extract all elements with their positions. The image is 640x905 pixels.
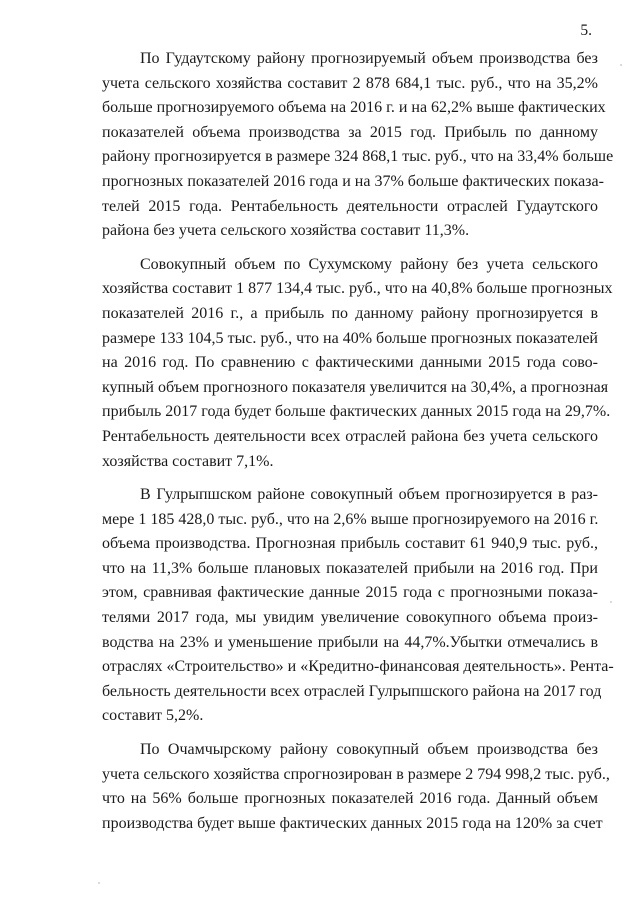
paragraph-ochamchira <box>102 741 610 839</box>
text-line: больше прогнозируемого объема на 2016 г. и на 62,2% выше фактических <box>102 99 606 117</box>
text-line: что на 11,3% больше плановых показателей прибыли на 2016 год. При <box>102 559 598 577</box>
text-line: этом, сравнивая фактические данные 2015 года с прогнозными показа- <box>102 584 598 602</box>
text-line: объема производства. Прогнозная прибыль составит 61 940,9 тыс. руб., <box>102 535 598 553</box>
text-line: мере 1 185 428,0 тыс. руб., что на 2,6% выше прогнозируемого на 2016 г. <box>102 510 599 528</box>
paragraph-sukhum <box>102 255 613 477</box>
text-line: телями 2017 года, мы увидим увеличение совокупного объема произ- <box>102 609 598 627</box>
document-body <box>102 50 614 839</box>
text-line: хозяйства составит 7,1%. <box>102 452 274 470</box>
paragraph-gudauta <box>102 50 614 247</box>
text-line: водства на 23% и уменьшение прибыли на 44,7%.Убытки отмечались в <box>102 633 598 651</box>
text-line: телей 2015 года. Рентабельность деятельности отраслей Гудаутского <box>102 197 598 215</box>
text-line: показателей 2016 г., а прибыль по данному району прогнозируется в <box>102 304 598 322</box>
text-line: на 2016 год. По сравнению с фактическими данными 2015 года сово- <box>102 354 598 372</box>
text-line: купный объем прогнозного показателя увеличится на 30,4%, а прогнозная <box>102 378 609 396</box>
text-line: учета сельского хозяйства спрогнозирован в размере 2 794 998,2 тыс. руб., <box>102 765 610 783</box>
text-line: размере 133 104,5 тыс. руб., что на 40% больше прогнозных показателей <box>102 329 598 347</box>
text-line: бельность деятельности всех отраслей Гулрыпшского района на 2017 год <box>102 682 602 700</box>
text-line: хозяйства составит 1 877 134,4 тыс. руб., что на 40,8% больше прогнозных <box>102 280 613 298</box>
scan-speck <box>620 64 622 66</box>
text-line: Совокупный объем по Сухумскому району без учета сельского <box>140 255 598 273</box>
text-line: прибыль 2017 года будет больше фактических данных 2015 года на 29,7%. <box>102 403 611 421</box>
scan-speck <box>98 882 100 884</box>
text-line: району прогнозируется в размере 324 868,1 тыс. руб., что на 33,4% больше <box>102 148 614 166</box>
scan-speck <box>610 601 612 603</box>
text-line: что на 56% больше прогнозных показателей 2016 года. Данный объем <box>102 790 598 808</box>
text-line: района без учета сельского хозяйства составит 11,3%. <box>102 222 470 240</box>
text-line: По Гудаутскому району прогнозируемый объем производства без <box>140 50 598 67</box>
text-line: показателей объема производства за 2015 год. Прибыль по данному <box>102 123 598 141</box>
text-line: прогнозных показателей 2016 года и на 37% больше фактических показа- <box>102 172 604 190</box>
text-line: производства будет выше фактических данных 2015 года на 120% за счет <box>102 814 603 832</box>
text-line: учета сельского хозяйства составит 2 878 684,1 тыс. руб., что на 35,2% <box>102 74 598 92</box>
text-line: Рентабельность деятельности всех отраслей района без учета сельского <box>102 427 598 445</box>
text-line: По Очамчырскому району совокупный объем производства без <box>140 741 598 759</box>
text-line: составит 5,2%. <box>102 707 204 725</box>
text-line: В Гулрыпшском районе совокупный объем прогнозируется в раз- <box>140 486 598 504</box>
page-number: 5. <box>580 22 592 39</box>
text-line: отраслях «Строительство» и «Кредитно-финансовая деятельность». Рента- <box>102 658 614 676</box>
paragraph-gulripsh <box>102 486 614 732</box>
